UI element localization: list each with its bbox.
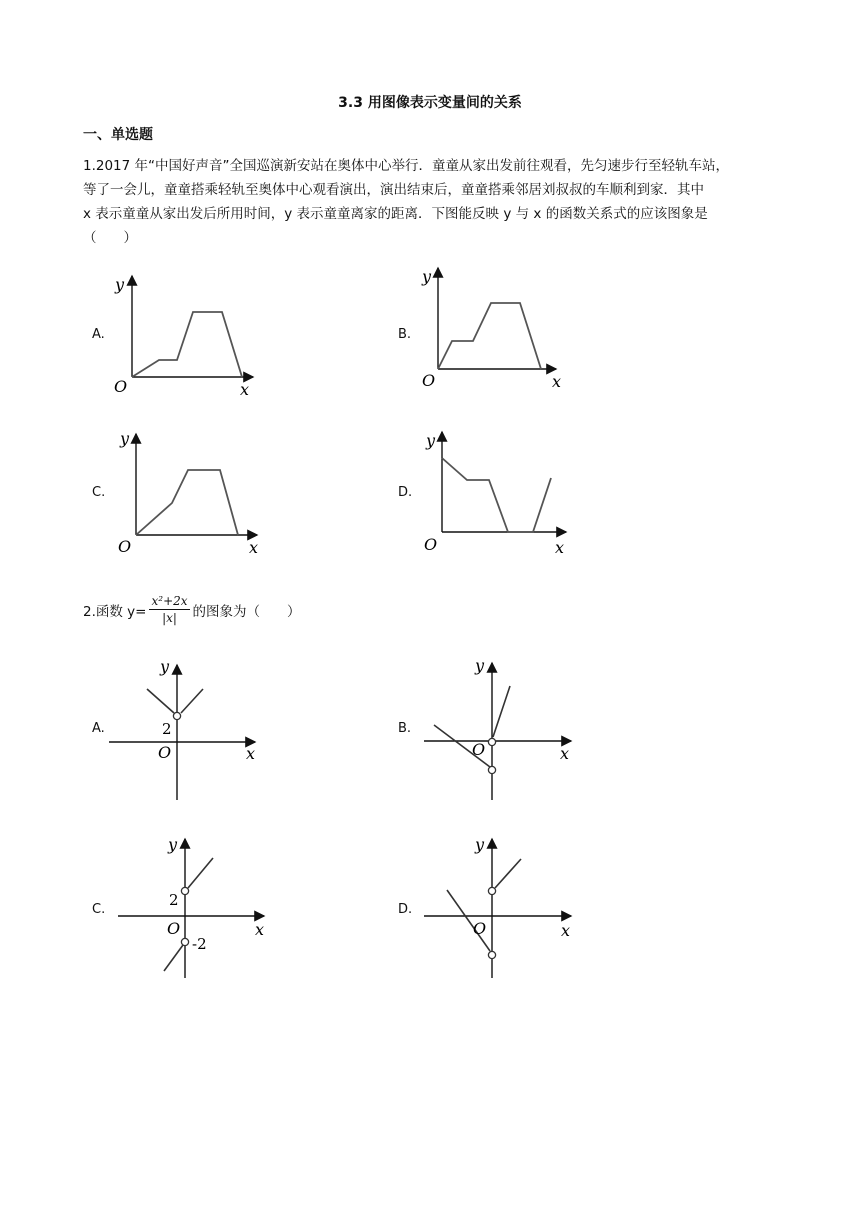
question-1-text [83,154,783,250]
open-point-lower [488,766,495,773]
q1-option-d-label[interactable]: D. [398,485,413,500]
right-branch [181,689,203,713]
question-1-line-1: 1.2017 年“中国好声音”全国巡演新安站在奥体中心举行．童童从家出发前往观看，先匀速步行至轻轨车站， [83,158,730,174]
origin-label: O [118,537,132,556]
origin-label: O [158,743,172,762]
graph-line [132,312,242,377]
y-axis-label: y [426,431,436,450]
y-axis-label: y [475,835,485,854]
graph-line [136,470,238,535]
q1-graph-a[interactable] [110,270,260,400]
tick-label-neg-2: -2 [192,935,207,953]
question-1-line-2: 等了一会儿，童童搭乘轻轨至奥体中心观看演出，演出结束后，童童搭乘邻居刘叔叔的车顺利到家．其中 [83,182,704,198]
x-axis-label: x [249,538,259,557]
open-point-upper [181,887,188,894]
origin-label: O [422,371,436,390]
section-heading: 一、单选题 [83,127,153,143]
question-2-text [83,594,301,625]
origin-label: O [473,919,487,938]
x-axis-label: x [561,921,571,940]
open-point-origin [488,738,495,745]
open-point-upper [488,887,495,894]
q1-graph-c[interactable] [114,428,264,558]
fraction-numerator: x²+2x [151,594,188,608]
right-branch [188,858,213,888]
origin-label: O [114,377,128,396]
question-2-suffix: 的图象为（ ） [192,603,301,620]
origin-label: O [472,740,486,759]
x-axis-label: x [255,920,265,939]
open-point-lower [181,938,188,945]
origin-label: O [424,535,438,554]
q2-graph-b[interactable] [420,655,580,805]
q2-graph-d[interactable] [420,833,580,983]
fraction-denominator: |x| [162,611,177,625]
q1-option-b-label[interactable]: B. [398,327,412,342]
q1-graph-b[interactable] [416,262,566,392]
q1-option-a-label[interactable]: A. [92,327,105,342]
y-axis-label: y [168,835,178,854]
q2-option-d-label[interactable]: D. [398,902,413,917]
x-axis-label: x [555,538,565,557]
left-branch [147,689,174,713]
y-axis-label: y [160,657,170,676]
q2-option-b-label[interactable]: B. [398,721,412,736]
open-point-lower [488,951,495,958]
y-axis-label: y [115,275,125,294]
q2-graph-c[interactable] [112,833,272,983]
graph-line [442,458,551,532]
origin-label: O [167,919,181,938]
x-axis-label: x [552,372,562,391]
tick-label-2: 2 [162,720,172,738]
q2-option-a-label[interactable]: A. [92,721,105,736]
page-title: 3.3 用图像表示变量间的关系 [338,95,522,111]
y-axis-label: y [475,656,485,675]
x-axis-label: x [240,380,250,399]
x-axis-label: x [246,744,256,763]
graph-line [438,303,541,369]
q2-graph-a[interactable] [105,655,265,805]
question-1-line-4: （ ） [83,230,137,246]
x-axis-label: x [560,744,570,763]
question-2-prefix: 2.函数 y= [83,603,147,620]
left-branch [164,945,183,971]
right-branch [495,859,521,888]
open-point [173,712,180,719]
q1-graph-d[interactable] [420,428,570,558]
question-1-line-3: x 表示童童从家出发后所用时间，y 表示童童离家的距离．下图能反映 y 与 x 的函数关系式的应该图象是 [83,206,708,222]
q2-option-c-label[interactable]: C. [92,902,106,917]
y-axis-label: y [120,429,130,448]
y-axis-label: y [422,267,432,286]
right-branch [493,686,510,737]
function-fraction [149,594,189,625]
q1-option-c-label[interactable]: C. [92,485,106,500]
tick-label-2: 2 [169,891,179,909]
